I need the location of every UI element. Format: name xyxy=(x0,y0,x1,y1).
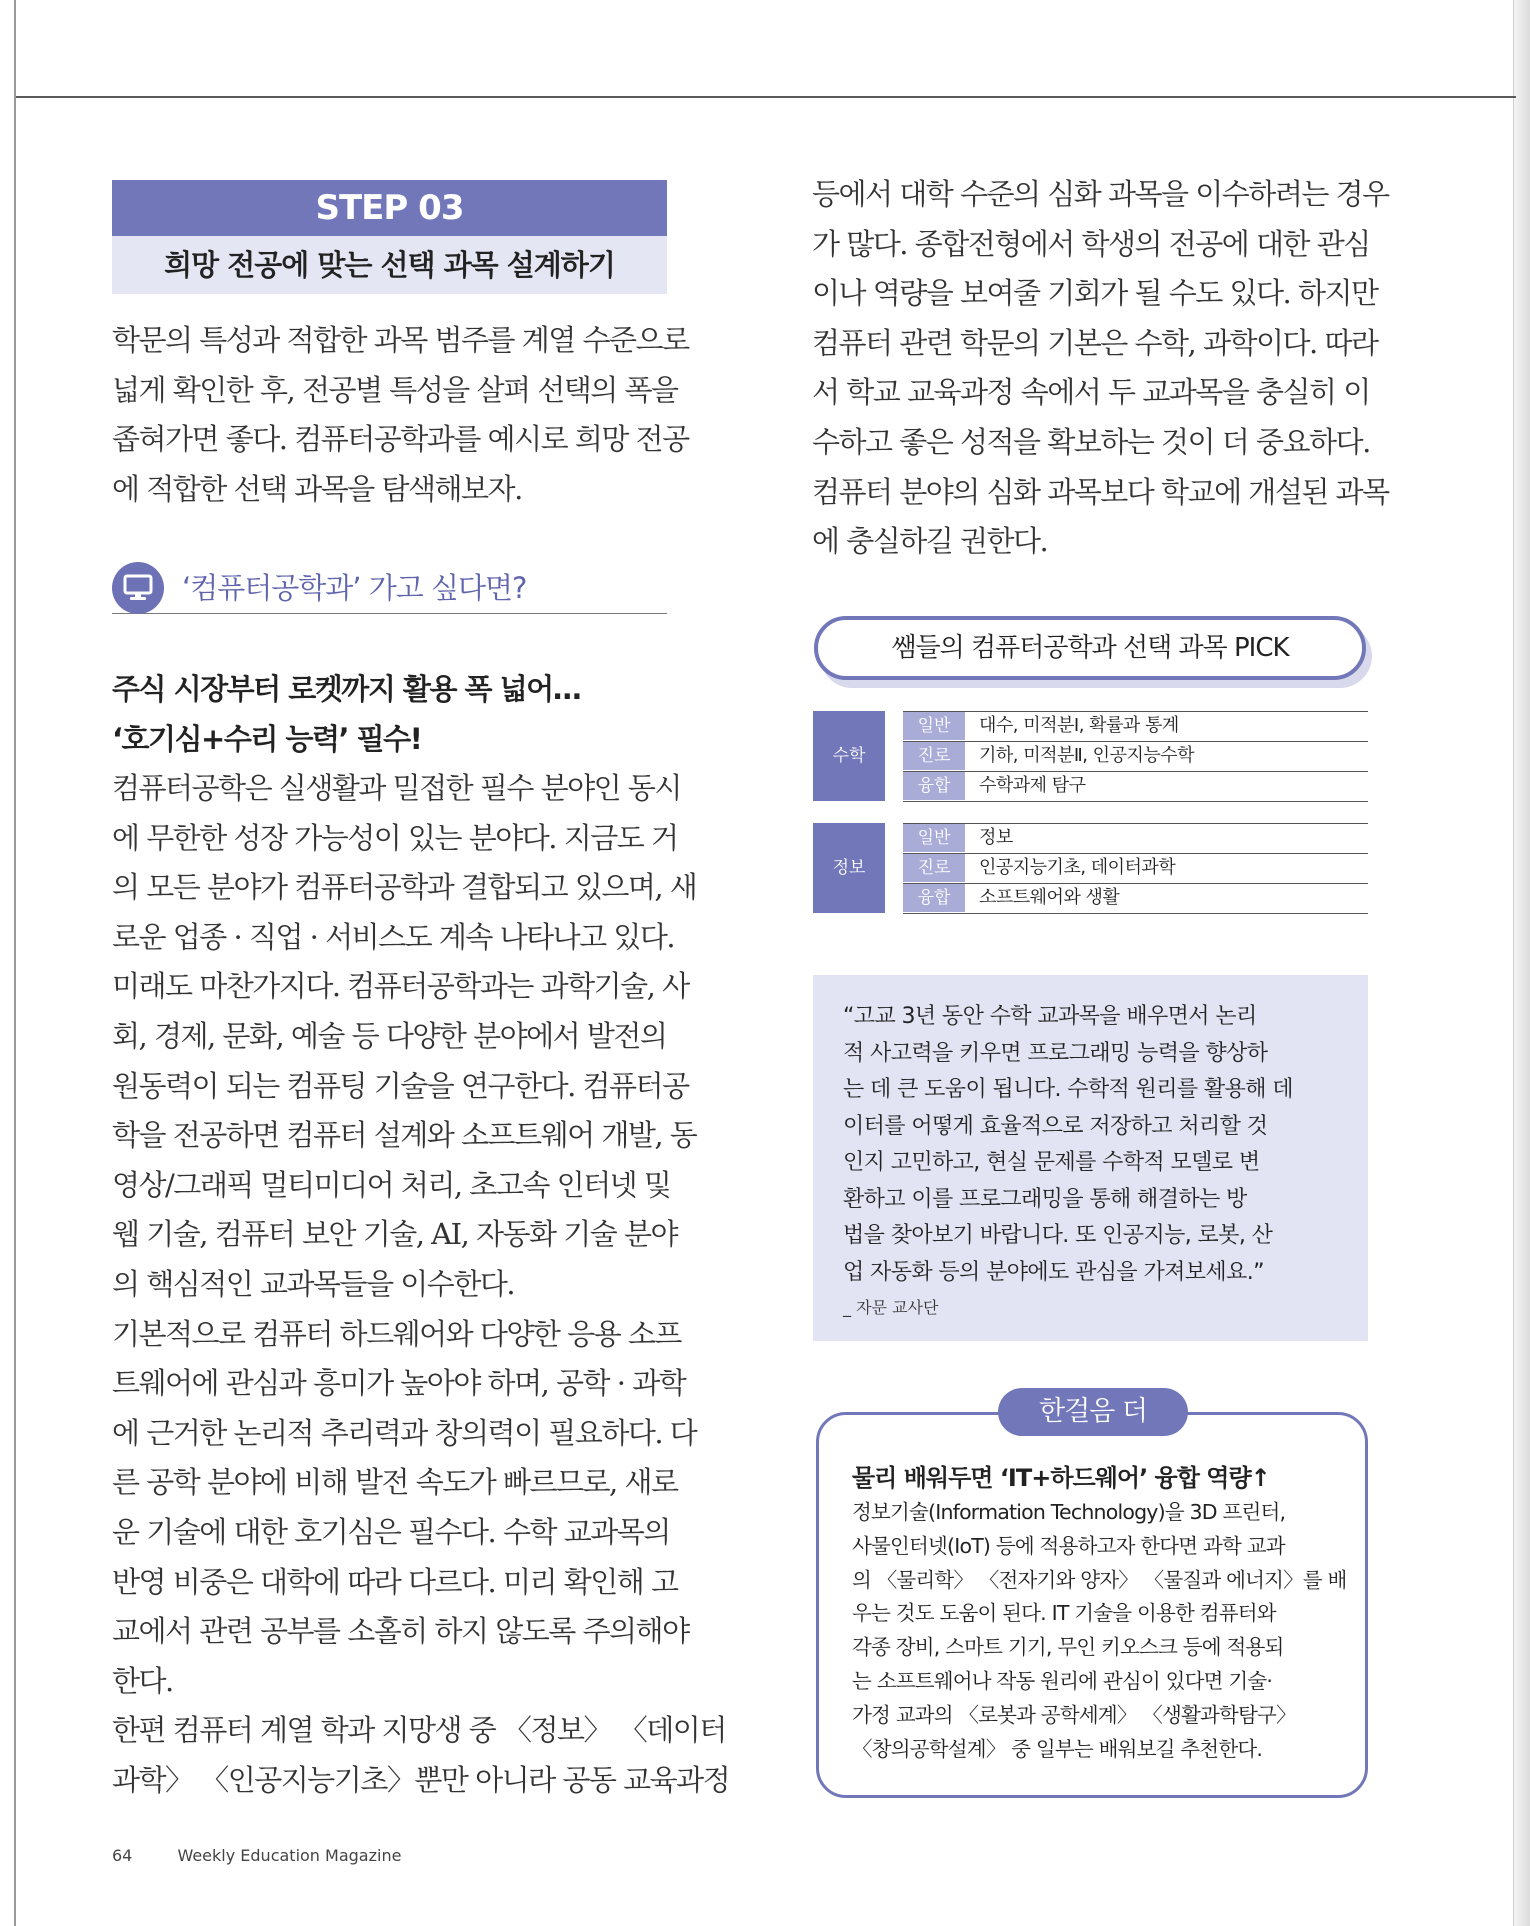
text-line: 가정 교과의 〈로봇과 공학세계〉 〈생활과학탐구〉 xyxy=(852,1702,1296,1727)
subject-value: 소프트웨어와 생활 xyxy=(979,887,1120,908)
text-line: 운 기술에 대한 호기심은 필수다. 수학 교과목의 xyxy=(112,1514,670,1549)
text-line: 는 소프트웨어나 작동 원리에 관심이 있다면 기술· xyxy=(852,1668,1273,1693)
text-line: 원동력이 되는 컴퓨팅 기술을 연구한다. 컴퓨터공 xyxy=(112,1068,689,1103)
text-line: 가 많다. 종합전형에서 학생의 전공에 대한 관심 xyxy=(812,226,1370,261)
text-line: 한편 컴퓨터 계열 학과 지망생 중 〈정보〉 〈데이터 xyxy=(112,1713,726,1748)
subject-tag: 융합 xyxy=(903,772,965,800)
section-heading xyxy=(112,562,667,614)
monitor-icon xyxy=(112,562,164,614)
text-line: 이나 역량을 보여줄 기회가 될 수도 있다. 하지만 xyxy=(812,276,1378,311)
quote-line: 법을 찾아보기 바랍니다. 또 인공지능, 로봇, 산 xyxy=(843,1223,1273,1248)
quote-line: 업 자동화 등의 분야에도 관심을 가져보세요.” xyxy=(843,1259,1264,1285)
text-line: 학을 전공하면 컴퓨터 설계와 소프트웨어 개발, 동 xyxy=(112,1118,697,1153)
quote-line: 환하고 이를 프로그래밍을 통해 해결하는 방 xyxy=(843,1186,1247,1212)
subject-row xyxy=(903,742,1368,772)
text-line: 서 학교 교육과정 속에서 두 교과목을 충실히 이 xyxy=(812,375,1370,410)
quote-line: “고교 3년 동안 수학 교과목을 배우면서 논리 xyxy=(843,1004,1257,1029)
one-step-more-text xyxy=(852,1496,1347,1766)
article-body xyxy=(112,764,730,1805)
text-line: 의 〈물리학〉 〈전자기와 양자〉 〈물질과 에너지〉를 배 xyxy=(852,1567,1347,1592)
text-line: 좁혀가면 좋다. 컴퓨터공학과를 예시로 희망 전공 xyxy=(112,422,689,457)
subject-tag: 융합 xyxy=(903,884,965,912)
subject-row xyxy=(903,712,1368,742)
pick-title: 쌤들의 컴퓨터공학과 선택 과목 PICK xyxy=(814,616,1366,680)
article-title-line: 주식 시장부터 로켓까지 활용 폭 넓어… xyxy=(112,672,581,706)
text-line: 영상/그래픽 멀티미디어 처리, 초고속 인터넷 및 xyxy=(112,1167,671,1202)
text-line: 웹 기술, 컴퓨터 보안 기술, AI, 자동화 기술 분야 xyxy=(112,1217,678,1252)
subject-row xyxy=(903,772,1368,802)
text-line: 정보기술(Information Technology)을 3D 프린터, xyxy=(852,1500,1286,1524)
text-line: 학문의 특성과 적합한 과목 범주를 계열 수준으로 xyxy=(112,323,689,357)
section-title: ‘컴퓨터공학과’ 가고 싶다면? xyxy=(182,571,527,605)
text-line: 컴퓨터공학은 실생활과 밀접한 필수 분야인 동시 xyxy=(112,771,681,805)
quote-line: 이터를 어떻게 효율적으로 저장하고 처리할 것 xyxy=(843,1113,1268,1139)
text-line: 사물인터넷(IoT) 등에 적용하고자 한다면 과학 교과 xyxy=(852,1533,1285,1558)
text-line: 미래도 마찬가지다. 컴퓨터공학과는 과학기술, 사 xyxy=(112,969,689,1004)
step-subtitle: 희망 전공에 맞는 선택 과목 설계하기 xyxy=(112,236,667,294)
text-line: 에 무한한 성장 가능성이 있는 분야다. 지금도 거 xyxy=(112,820,678,855)
subject-rows xyxy=(903,823,1368,914)
subject-tag: 일반 xyxy=(903,712,965,740)
text-line: 과학〉 〈인공지능기초〉뿐만 아니라 공동 교육과정 xyxy=(112,1762,730,1797)
subject-value: 대수, 미적분Ⅰ, 확률과 통계 xyxy=(979,715,1179,736)
quote-source: _ 자문 교사단 xyxy=(843,1298,939,1317)
page-footer xyxy=(112,1846,401,1865)
subject-value: 정보 xyxy=(979,827,1013,848)
text-line: 에 충실하길 권한다. xyxy=(812,524,1048,559)
one-step-more-title: 물리 배워두면 ‘IT+하드웨어’ 융합 역량↑ xyxy=(852,1464,1270,1492)
quote-line: 인지 고민하고, 현실 문제를 수학적 모델로 변 xyxy=(843,1150,1260,1175)
subject-tag: 진로 xyxy=(903,742,965,770)
text-line: 트웨어에 관심과 흥미가 높아야 하며, 공학 · 과학 xyxy=(112,1366,686,1401)
subject-value: 인공지능기초, 데이터과학 xyxy=(979,857,1176,878)
text-line: 의 모든 분야가 컴퓨터공학과 결합되고 있으며, 새 xyxy=(112,870,697,905)
subject-group-info xyxy=(813,823,1368,913)
text-line: 각종 장비, 스마트 기기, 무인 키오스크 등에 적용되 xyxy=(852,1635,1284,1660)
magazine-name: Weekly Education Magazine xyxy=(177,1846,402,1865)
text-line: 로운 업종 · 직업 · 서비스도 계속 나타나고 있다. xyxy=(112,919,675,954)
subject-tag: 일반 xyxy=(903,824,965,852)
advisor-quote-box xyxy=(813,975,1368,1341)
text-line: 교에서 관련 공부를 소홀히 하지 않도록 주의해야 xyxy=(112,1614,689,1649)
step-label: STEP 03 xyxy=(112,180,667,236)
text-line: 넓게 확인한 후, 전공별 특성을 살펴 선택의 폭을 xyxy=(112,372,678,407)
subject-rows xyxy=(903,711,1368,802)
subject-tag: 진로 xyxy=(903,854,965,882)
article-title-line: ‘호기심+수리 능력’ 필수! xyxy=(112,722,422,756)
quote-line: 적 사고력을 키우면 프로그래밍 능력을 향상하 xyxy=(843,1040,1268,1066)
subject-row xyxy=(903,824,1368,854)
text-line: 우는 것도 도움이 된다. IT 기술을 이용한 컴퓨터와 xyxy=(852,1601,1276,1626)
text-line: 〈창의공학설계〉 중 일부는 배워보길 추천한다. xyxy=(852,1736,1263,1761)
text-line: 회, 경제, 문화, 예술 등 다양한 분야에서 발전의 xyxy=(112,1018,667,1053)
step-header xyxy=(112,180,667,294)
subject-category: 정보 xyxy=(813,823,885,913)
top-rule xyxy=(16,96,1516,98)
quote-text xyxy=(843,999,1348,1291)
text-line: 에 적합한 선택 과목을 탐색해보자. xyxy=(112,471,522,506)
text-line: 에 근거한 논리적 추리력과 창의력이 필요하다. 다 xyxy=(112,1415,697,1450)
text-line: 컴퓨터 분야의 심화 과목보다 학교에 개설된 과목 xyxy=(812,474,1389,509)
text-line: 기본적으로 컴퓨터 하드웨어와 다양한 응용 소프 xyxy=(112,1316,681,1351)
text-line: 컴퓨터 관련 학문의 기본은 수학, 과학이다. 따라 xyxy=(812,325,1378,360)
article-body-continued xyxy=(812,170,1389,567)
text-line: 한다. xyxy=(112,1663,173,1698)
intro-paragraph xyxy=(112,316,689,514)
article-title xyxy=(112,664,672,764)
text-line: 수하고 좋은 성적을 확보하는 것이 더 중요하다. xyxy=(812,424,1370,459)
page-edge xyxy=(1514,0,1530,1926)
subject-value: 수학과제 탐구 xyxy=(979,775,1086,796)
text-line: 른 공학 분야에 비해 발전 속도가 빠르므로, 새로 xyxy=(112,1465,678,1500)
subject-row xyxy=(903,854,1368,884)
subject-row xyxy=(903,884,1368,914)
subject-group-math xyxy=(813,711,1368,801)
text-line: 의 핵심적인 교과목들을 이수한다. xyxy=(112,1266,515,1301)
text-line: 반영 비중은 대학에 따라 다르다. 미리 확인해 고 xyxy=(112,1564,678,1599)
subject-value: 기하, 미적분Ⅱ, 인공지능수학 xyxy=(979,745,1195,766)
quote-line: 는 데 큰 도움이 됩니다. 수학적 원리를 활용해 데 xyxy=(843,1077,1293,1102)
subject-category: 수학 xyxy=(813,711,885,801)
page-number: 64 xyxy=(112,1846,133,1865)
text-line: 등에서 대학 수준의 심화 과목을 이수하려는 경우 xyxy=(812,177,1389,211)
one-step-more-badge: 한걸음 더 xyxy=(998,1388,1188,1436)
